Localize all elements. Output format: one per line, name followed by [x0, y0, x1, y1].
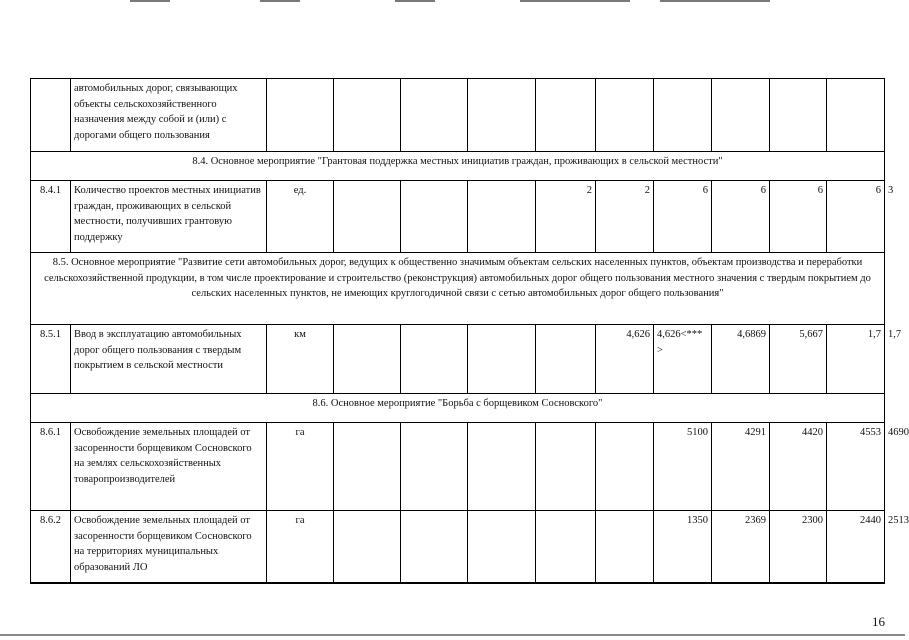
- value-cell: [401, 511, 468, 583]
- value-cell: 4,626<***>: [654, 325, 712, 394]
- value-cell: [401, 181, 468, 253]
- value-cell: 4,626: [596, 325, 654, 394]
- value-cell: [654, 79, 712, 152]
- value-cell: 6: [654, 181, 712, 253]
- value-cell: 2: [536, 181, 596, 253]
- indicators-table: [30, 78, 909, 584]
- row-number: 8.4.1: [31, 181, 71, 253]
- value-cell: 5100: [654, 423, 712, 511]
- value-cell: [468, 325, 536, 394]
- value-cell: [827, 79, 885, 152]
- row-number: 8.5.1: [31, 325, 71, 394]
- value-cell: 2369: [712, 511, 770, 583]
- value-cell: 2: [596, 181, 654, 253]
- value-cell: [536, 423, 596, 511]
- value-cell: [596, 511, 654, 583]
- value-cell: 5,667: [770, 325, 827, 394]
- value-cell: [536, 325, 596, 394]
- unit-cell: ед.: [267, 181, 334, 253]
- value-cell: [334, 511, 401, 583]
- row-number: [31, 79, 71, 152]
- value-cell: [468, 181, 536, 253]
- value-cell: 6: [827, 181, 885, 253]
- page-number: 16: [872, 614, 885, 629]
- section-title: 8.6. Основное мероприятие "Борьба с борщевиком Сосновского": [31, 394, 885, 423]
- value-cell: [334, 423, 401, 511]
- section-title: 8.4. Основное мероприятие "Грантовая поддержка местных инициатив граждан, проживающих в сельской местности": [31, 152, 885, 181]
- section-row: [31, 152, 885, 181]
- value-cell: [334, 79, 401, 152]
- value-cell: 4,6869: [712, 325, 770, 394]
- value-cell: [536, 79, 596, 152]
- indicator-name: Освобождение земельных площадей от засоренности борщевиком Сосновского на землях сельскохозяйственных товаропроизводителей: [71, 423, 267, 511]
- unit-cell: км: [267, 325, 334, 394]
- indicator-name: автомобильных дорог, связывающих объекты сельскохозяйственного назначения между собой и (или) с дорогами общего пользования: [71, 79, 267, 152]
- indicator-name: Ввод в эксплуатацию автомобильных дорог общего пользования с твердым покрытием в сельской местности: [71, 325, 267, 394]
- section-title: 8.5. Основное мероприятие "Развитие сети автомобильных дорог, ведущих к общественно значимым объектам сельских населенных пунктов, объектам производства и переработки сельскохозяйственной продукции, в том числе проектирование и строительство (реконструкция) автомобильных дорог общего пользования местного значения с твердым покрытием до сельских населенных пунктов, не имеющих круглогодичной связи с сетью автомобильных дорог общего пользования": [31, 253, 885, 325]
- scan-marks: [0, 0, 905, 6]
- value-cell: 4291: [712, 423, 770, 511]
- value-cell: 1,7: [827, 325, 885, 394]
- value-cell: 4553: [827, 423, 885, 511]
- value-cell: 2300: [770, 511, 827, 583]
- value-cell: [596, 423, 654, 511]
- section-row: [31, 253, 885, 325]
- value-cell: [468, 423, 536, 511]
- value-cell: [596, 79, 654, 152]
- value-cell: [468, 79, 536, 152]
- table-row: [31, 79, 885, 152]
- scan-edge: [0, 634, 905, 636]
- value-cell: 2440: [827, 511, 885, 583]
- row-number: 8.6.2: [31, 511, 71, 583]
- table-row: 8.4.1 Количество проектов местных инициатив граждан, проживающих в сельской местности, получивших грантовую поддержку ед. 2 2 6 6 6 6 3: [31, 181, 885, 253]
- value-cell: 6: [712, 181, 770, 253]
- value-cell: [401, 79, 468, 152]
- unit-cell: [267, 79, 334, 152]
- table-row: 8.6.1 Освобождение земельных площадей от засоренности борщевиком Сосновского на землях сельскохозяйственных товаропроизводителей га 5100 4291 4420 4553 4690: [31, 423, 885, 511]
- unit-cell: га: [267, 511, 334, 583]
- value-cell: [334, 325, 401, 394]
- value-cell: [401, 325, 468, 394]
- table-row: 8.6.2 Освобождение земельных площадей от засоренности борщевиком Сосновского на территориях муниципальных образований ЛО га 1350 2369 2300 2440 2513: [31, 511, 885, 583]
- value-cell: [468, 511, 536, 583]
- indicator-name: Освобождение земельных площадей от засоренности борщевиком Сосновского на территориях муниципальных образований ЛО: [71, 511, 267, 583]
- value-cell: 4420: [770, 423, 827, 511]
- value-cell: [770, 79, 827, 152]
- value-cell: [334, 181, 401, 253]
- value-cell: [536, 511, 596, 583]
- value-cell: [712, 79, 770, 152]
- section-row: [31, 394, 885, 423]
- table-row: 8.5.1 Ввод в эксплуатацию автомобильных дорог общего пользования с твердым покрытием в сельской местности км 4,626 4,626<***> 4,6869 5,667 1,7 1,7: [31, 325, 885, 394]
- row-number: 8.6.1: [31, 423, 71, 511]
- value-cell: 1350: [654, 511, 712, 583]
- value-cell: [401, 423, 468, 511]
- indicator-name: Количество проектов местных инициатив граждан, проживающих в сельской местности, получивших грантовую поддержку: [71, 181, 267, 253]
- unit-cell: га: [267, 423, 334, 511]
- value-cell: 6: [770, 181, 827, 253]
